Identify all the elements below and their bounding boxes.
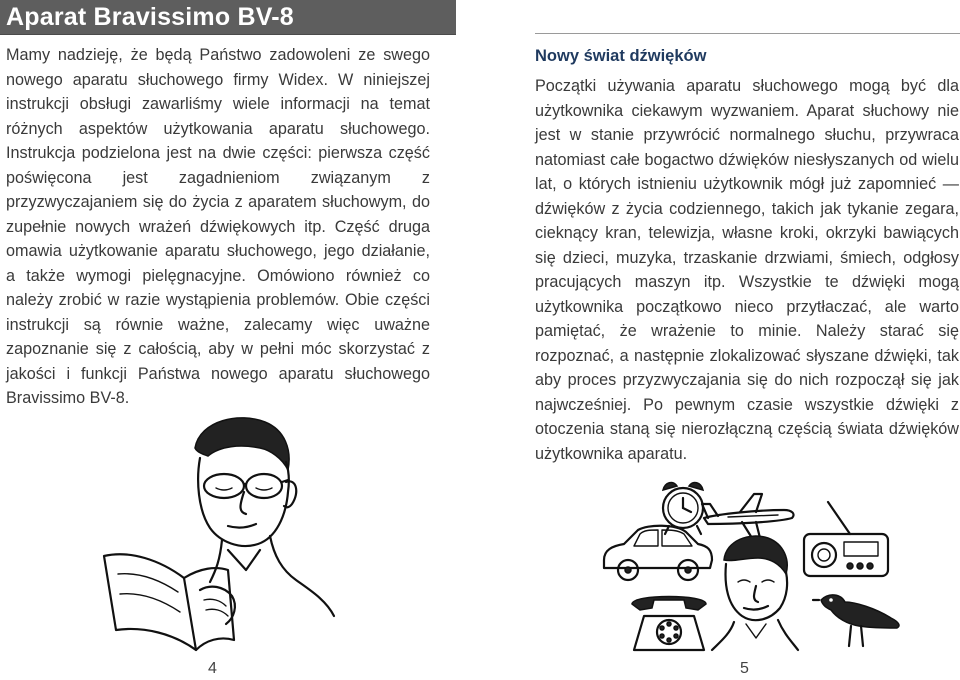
man-portrait-illustration <box>710 530 800 660</box>
sounds-paragraph: Początki używania aparatu słuchowego mogą być dla użytkownika ciekawym wyzwaniem. Aparat słuchowy nie jest w stanie przywrócić normalnego słuchu, przywraca natomiast całe bogactwo dźwięków niesłyszanych od wielu lat, o których istnieniu użytkownik mógł już zapomnieć — dźwięków z życia codziennego, takich jak tykanie zegara, cieknący kran, telewizja, własne kroki, okrzyki bawiących się dzieci, muzyka, trzaskanie drzwiami, śmiech, odgłosy pracujących maszyn itp. Wszystkie te dźwięki mogą użytkownika początkowo nieco przytłaczać, ale warto pamiętać, że wrażenie to minie. Należy starać się rozpoznać, a następnie zlokalizować słyszane dźwięki, tak aby proces przyzwyczajania się do nich rozpoczął się jak najwcześniej. Po pewnym czasie wszystkie dźwięki z otoczenia staną się nierozłączną częścią świata dźwięków użytkownika aparatu. <box>535 77 959 463</box>
section-heading: Nowy świat dźwięków <box>535 47 707 65</box>
page-title: Aparat Bravissimo BV-8 <box>6 3 294 31</box>
page-number-right: 5 <box>740 660 749 677</box>
intro-paragraph: Mamy nadzieję, że będą Państwo zadowoleni ze swego nowego aparatu słuchowego firmy Widex. W niniejszej instrukcji obsługi zawarliśmy wiele informacji na temat różnych aspektów użytkowania aparatu słuchowego. Instrukcja podzielona jest na dwie części: pierwsza część poświęcona jest zagadnieniom związanym z przyzwyczajaniem się do życia z aparatem słuchowym, do zupełnie nowych wrażeń dźwiękowych itp. Część druga omawia użytkowanie aparatu słuchowego, jego działanie, a także wymogi pielęgnacyjne. Omówiono również co należy zrobić w razie wystąpienia problemów. Obie części instrukcji są równie ważne, zalecamy więc uważne zapoznanie się z całością, aby w pełni móc skorzystać z jakości i funkcji Państwa nowego aparatu słuchowego Bravissimo BV-8. <box>6 46 430 407</box>
header-rule <box>535 33 960 34</box>
page-number-left: 4 <box>208 660 217 677</box>
bird-illustration <box>815 588 905 648</box>
radio-illustration <box>800 500 892 580</box>
car-illustration <box>598 520 716 584</box>
telephone-illustration <box>628 590 710 660</box>
man-reading-illustration <box>100 400 340 660</box>
title-bar <box>0 0 456 35</box>
